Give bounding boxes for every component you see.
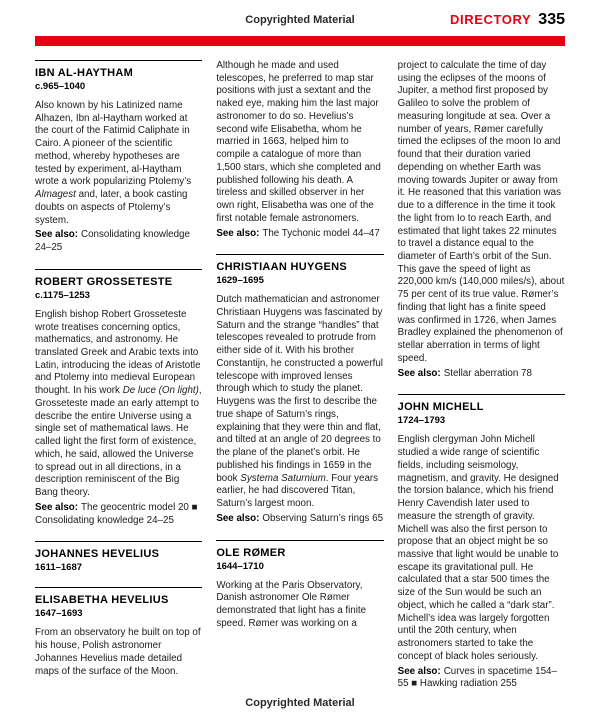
entry-name: CHRISTIAAN HUYGENS — [216, 261, 348, 274]
entry-body: Working at the Paris Observatory, Danish astronomer Ole Rømer demonstrated that light has a finite speed. Rømer was working on a — [216, 579, 367, 629]
entry-dates: 1647–1693 — [35, 608, 83, 620]
see-also-label: See also: — [216, 227, 260, 239]
red-divider-bar — [35, 36, 565, 46]
entry-body: English clergyman John Michell studied a wide range of scientific fields, including seismology, magnetism, and gravity. He designed the torsion balance, which his friend Henry Cavendish later used to measure the strength of gravity. Michell was also the first person to propose that an object might be so massive that light would be unable to escape its gravitational pull. He calculated that a star 500 times the size of the Sun would be such an object, which he called a “dark star”. Michell’s idea was largely forgotten until the 20th century, when astronomers started to take the concept of black holes seriously. — [397, 434, 559, 662]
entry-rule — [35, 269, 202, 270]
body-text: Also known by his Latinized name Alhazen, Ibn al-Haytham worked at the court of the Fatimid Caliphate in Cairo. A pioneer of the scientific method, whereby hypotheses are tested by experiment, al-Haytham wrote a work popularizing Ptolemy’s — [35, 100, 192, 188]
body-text: , Grosseteste made an early attempt to describe the entire Universe using a single set of mathematical laws. He called light the first form of existence, which, he said, allowed the Universe to spread out in all directions, in a description reminiscent of the Big Bang theory. — [35, 385, 202, 499]
entry-name: IBN AL-HAYTHAM — [35, 67, 134, 79]
entry-body-continued: project to calculate the time of day using the eclipses of the moons of Jupiter, a method first proposed by Galileo to solve the problem of measuring longitude at sea. Over a number of years, Rømer carefully timed the eclipses of the moon Io and found that their duration varied depending on whether Earth was moving towards Jupiter or away from it. He reasoned that this variation was due to a difference in the time it took the light from Io to reach Earth, and estimated that light takes 22 minutes to travel a distance equal to the diameter of Earth’s orbit of the Sun. This gave the speed of light as 220,000 km/s (140,000 miles/s), about 75 per cent of its true value. Rømer’s finding that light has a finite speed was confirmed in 1726, when James Bradley explained the phenomenon of stellar aberration in terms of light speed. — [397, 60, 565, 364]
entry-header-elisabetha-hevelius — [35, 587, 202, 619]
directory-label: DIRECTORY — [450, 12, 532, 27]
entry-body — [216, 294, 383, 510]
running-head — [450, 11, 565, 29]
entry-name: JOHANNES HEVELIUS — [35, 548, 160, 561]
see-also-label: See also: — [397, 367, 441, 379]
entry-header-ibn-al-haytham — [35, 60, 202, 92]
see-also-refs: Stellar aberration 78 — [443, 367, 532, 379]
see-also-label: See also: — [35, 229, 79, 241]
entry-body-continued: Although he made and used telescopes, he preferred to map star positions with just a sextant and the naked eye, making him the last major astronomer to do so. Hevelius’s second wife Elisabetha, whom he married in 1663, helped him to compile a catalogue of more than 1,500 stars, which she completed and published following his death. A tireless and skilled observer in her own right, Elisabetha was one of the first notable female astronomers. — [216, 60, 381, 224]
entry-body — [35, 309, 202, 500]
entry-rule — [35, 60, 202, 61]
entry-header-ole-romer — [216, 540, 383, 572]
page-header — [0, 0, 600, 36]
entry-dates: c.1175–1253 — [35, 289, 90, 301]
entry-name: ELISABETHA HEVELIUS — [35, 594, 169, 607]
body-text: and, later, a book casting doubts on aspects of Ptolemy’s system. — [35, 189, 188, 226]
entry-body: From an observatory he built on top of his house, Polish astronomer Johannes Hevelius made detailed maps of the surface of the Moon. — [35, 627, 201, 677]
see-also-line — [35, 502, 202, 527]
entry-header-christiaan-huygens — [216, 254, 383, 286]
entry-name: JOHN MICHELL — [397, 401, 484, 414]
entry-header-johannes-hevelius — [35, 541, 202, 573]
text-columns — [0, 46, 600, 691]
entry-name: ROBERT GROSSETESTE — [35, 275, 173, 288]
see-also-line — [35, 229, 202, 254]
entry-dates: c.965–1040 — [35, 81, 86, 92]
see-also-line — [398, 666, 565, 691]
entry-rule — [216, 540, 383, 541]
entry-name: OLE RØMER — [216, 546, 286, 559]
see-also-line — [216, 513, 383, 526]
column-1 — [35, 58, 202, 691]
top-watermark: Copyrighted Material — [245, 14, 355, 26]
see-also-refs: Consolidating knowledge 24–25 — [35, 229, 190, 254]
entry-header-robert-grosseteste — [35, 269, 202, 301]
entry-body — [35, 100, 202, 227]
see-also-refs: Observing Saturn’s rings 65 — [262, 512, 384, 524]
see-also-refs: The geocentric model 20 ■ Consolidating knowledge 24–25 — [35, 501, 198, 526]
see-also-refs: The Tychonic model 44–47 — [262, 227, 380, 239]
entry-rule — [398, 394, 565, 395]
entry-rule — [35, 587, 202, 588]
entry-dates: 1724–1793 — [397, 415, 446, 427]
entry-rule — [216, 254, 383, 255]
see-also-line — [216, 228, 383, 241]
see-also-label: See also: — [216, 512, 260, 524]
entry-header-john-michell — [398, 394, 565, 426]
body-text: Dutch mathematician and astronomer Christiaan Huygens was fascinated by Saturn and the strange “handles” that telescopes revealed to protrude from either side of it. With his brother Constantijn, he constructed a powerful telescope with improved lenses through which to study the planet. Huygens was the first to describe the true shape of Saturn’s rings, explaining that they were thin and flat, and tilted at an angle of 20 degrees to the plane of the planet’s orbit. He published his findings in 1659 in the book — [216, 294, 383, 484]
see-also-line — [398, 368, 565, 381]
column-2 — [216, 58, 383, 691]
bottom-watermark: Copyrighted Material — [245, 697, 355, 709]
body-text: . Four years earlier, he had discovered Titan, Saturn’s largest moon. — [216, 472, 379, 510]
entry-dates: 1629–1695 — [216, 275, 264, 287]
column-3 — [398, 58, 565, 691]
body-italic-title: Almagest — [35, 189, 76, 201]
entry-dates: 1644–1710 — [216, 560, 264, 572]
see-also-label: See also: — [35, 501, 79, 513]
entry-rule — [35, 541, 202, 542]
body-text: English bishop Robert Grosseteste wrote treatises concerning optics, mathematics, and astronomy. He translated Greek and Arabic texts into Latin, introducing the ideas of Aristotle and Ptolemy into medieval European thought. In his work — [35, 308, 201, 397]
page-number: 335 — [538, 11, 565, 28]
see-also-refs: Curves in spacetime 154–55 ■ Hawking radiation 255 — [397, 665, 557, 690]
body-italic-title: Systema Saturnium — [240, 472, 326, 484]
body-italic-title: De luce (On light) — [122, 385, 199, 397]
see-also-label: See also: — [397, 665, 441, 677]
entry-dates: 1611–1687 — [35, 562, 83, 574]
